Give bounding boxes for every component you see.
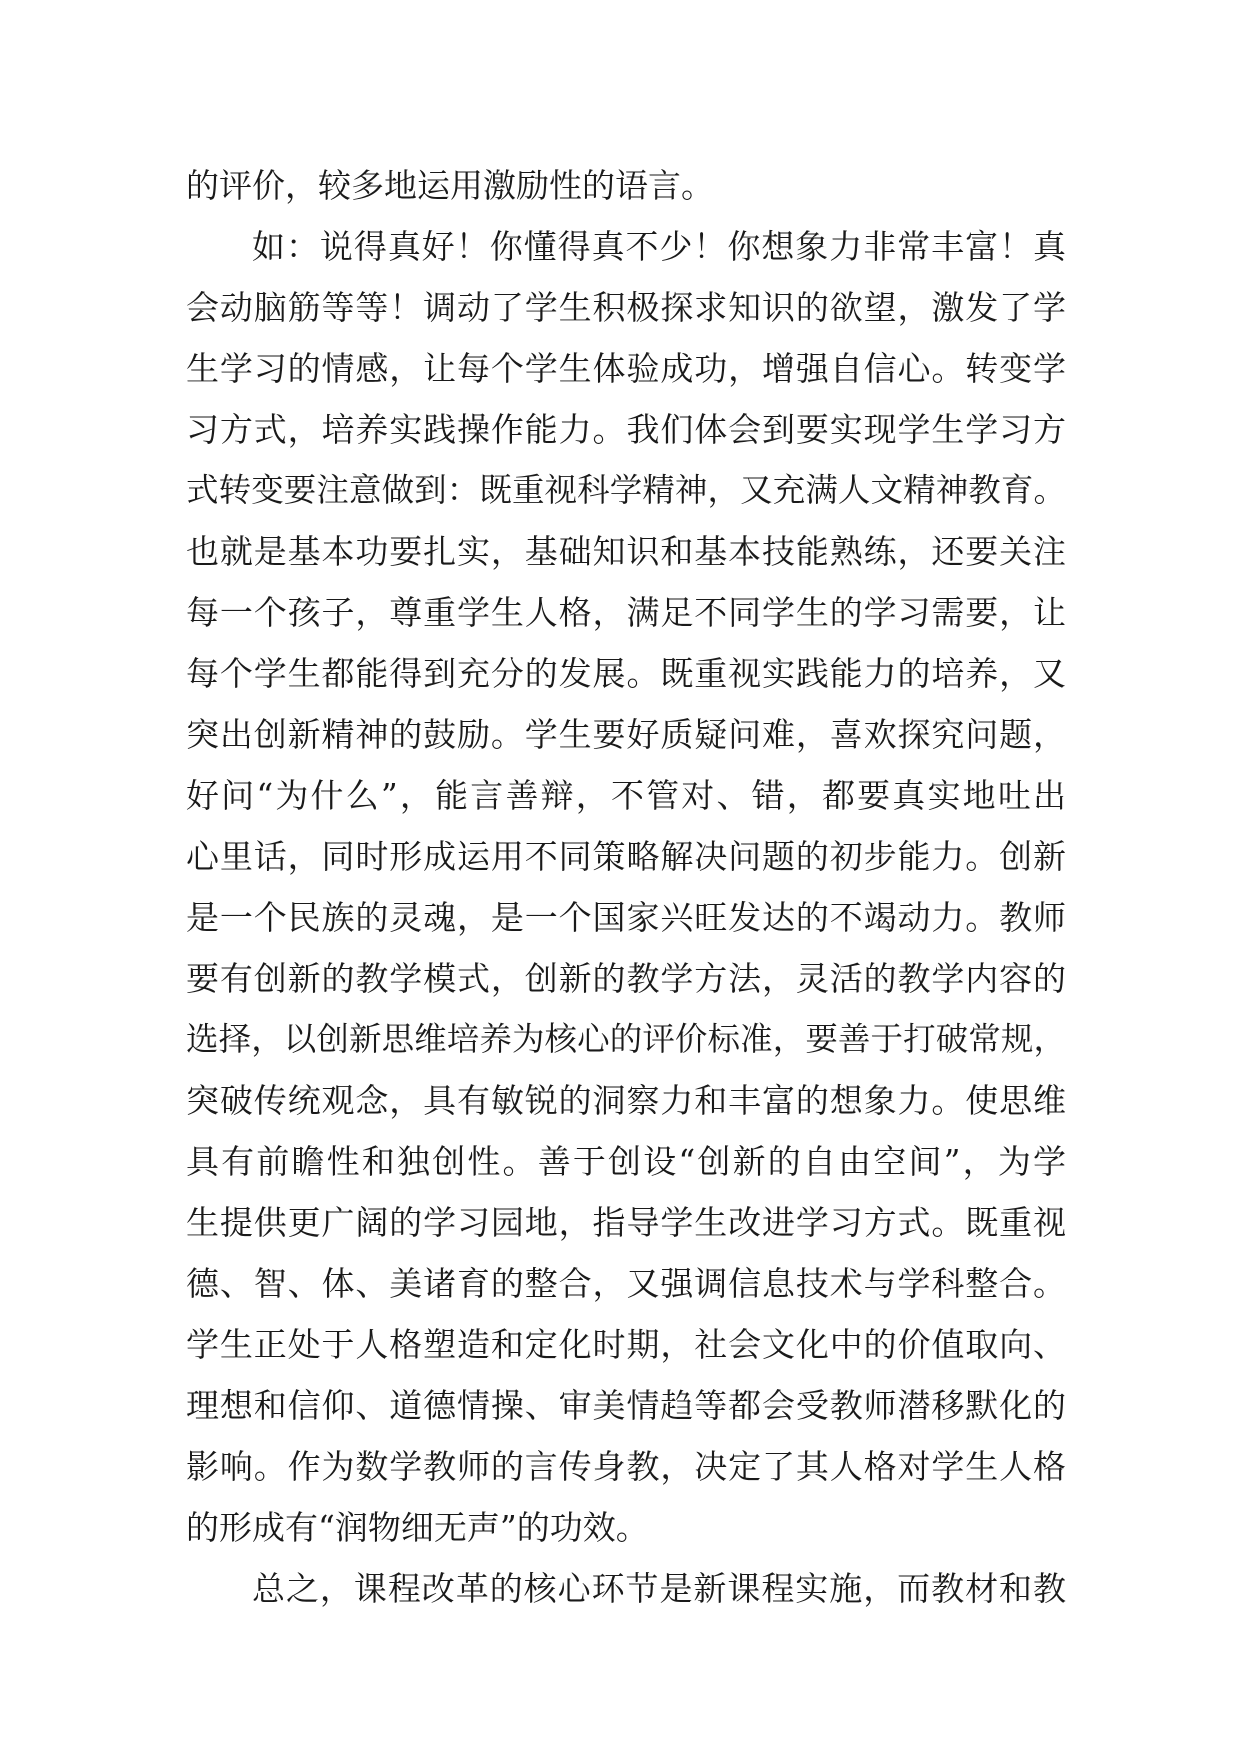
text-line: 具有前瞻性和独创性。善于创设“创新的自由空间”，为学 bbox=[186, 1142, 1066, 1181]
text-line: 好问“为什么”，能言善辩，不管对、错，都要真实地吐出 bbox=[186, 776, 1066, 815]
text-line: 突出创新精神的鼓励。学生要好质疑问难，喜欢探究问题， bbox=[186, 715, 1066, 754]
text-line: 心里话，同时形成运用不同策略解决问题的初步能力。创新 bbox=[186, 837, 1066, 876]
body-text bbox=[186, 155, 1066, 1619]
text-line: 是一个民族的灵魂，是一个国家兴旺发达的不竭动力。教师 bbox=[186, 898, 1066, 937]
text-line: 式转变要注意做到：既重视科学精神，又充满人文精神教育。 bbox=[186, 471, 1066, 509]
text-line: 要有创新的教学模式，创新的教学方法，灵活的教学内容的 bbox=[186, 959, 1066, 998]
text-line: 也就是基本功要扎实，基础知识和基本技能熟练，还要关注 bbox=[186, 532, 1066, 571]
text-line: 每个学生都能得到充分的发展。既重视实践能力的培养，又 bbox=[186, 654, 1066, 693]
text-line: 的形成有“润物细无声”的功效。 bbox=[186, 1508, 649, 1547]
text-line: 突破传统观念，具有敏锐的洞察力和丰富的想象力。使思维 bbox=[186, 1081, 1066, 1120]
text-line: 如：说得真好！你懂得真不少！你想象力非常丰富！真 bbox=[252, 227, 1066, 266]
text-line: 每一个孩子，尊重学生人格，满足不同学生的学习需要，让 bbox=[186, 593, 1066, 632]
text-line: 习方式，培养实践操作能力。我们体会到要实现学生学习方 bbox=[186, 410, 1066, 449]
text-line: 总之，课程改革的核心环节是新课程实施，而教材和教 bbox=[252, 1569, 1066, 1608]
text-line: 生学习的情感，让每个学生体验成功，增强自信心。转变学 bbox=[186, 349, 1066, 388]
text-line: 影响。作为数学教师的言传身教，决定了其人格对学生人格 bbox=[186, 1447, 1066, 1486]
text-line: 德、智、体、美诸育的整合，又强调信息技术与学科整合。 bbox=[186, 1264, 1066, 1303]
text-line: 生提供更广阔的学习园地，指导学生改进学习方式。既重视 bbox=[186, 1203, 1066, 1242]
text-line: 会动脑筋等等！调动了学生积极探求知识的欲望，激发了学 bbox=[186, 288, 1066, 327]
text-line: 的评价，较多地运用激励性的语言。 bbox=[186, 166, 714, 205]
text-line: 理想和信仰、道德情操、审美情趋等都会受教师潜移默化的 bbox=[186, 1386, 1066, 1425]
text-line: 选择，以创新思维培养为核心的评价标准，要善于打破常规， bbox=[186, 1020, 1066, 1058]
text-line: 学生正处于人格塑造和定化时期，社会文化中的价值取向、 bbox=[186, 1325, 1066, 1364]
